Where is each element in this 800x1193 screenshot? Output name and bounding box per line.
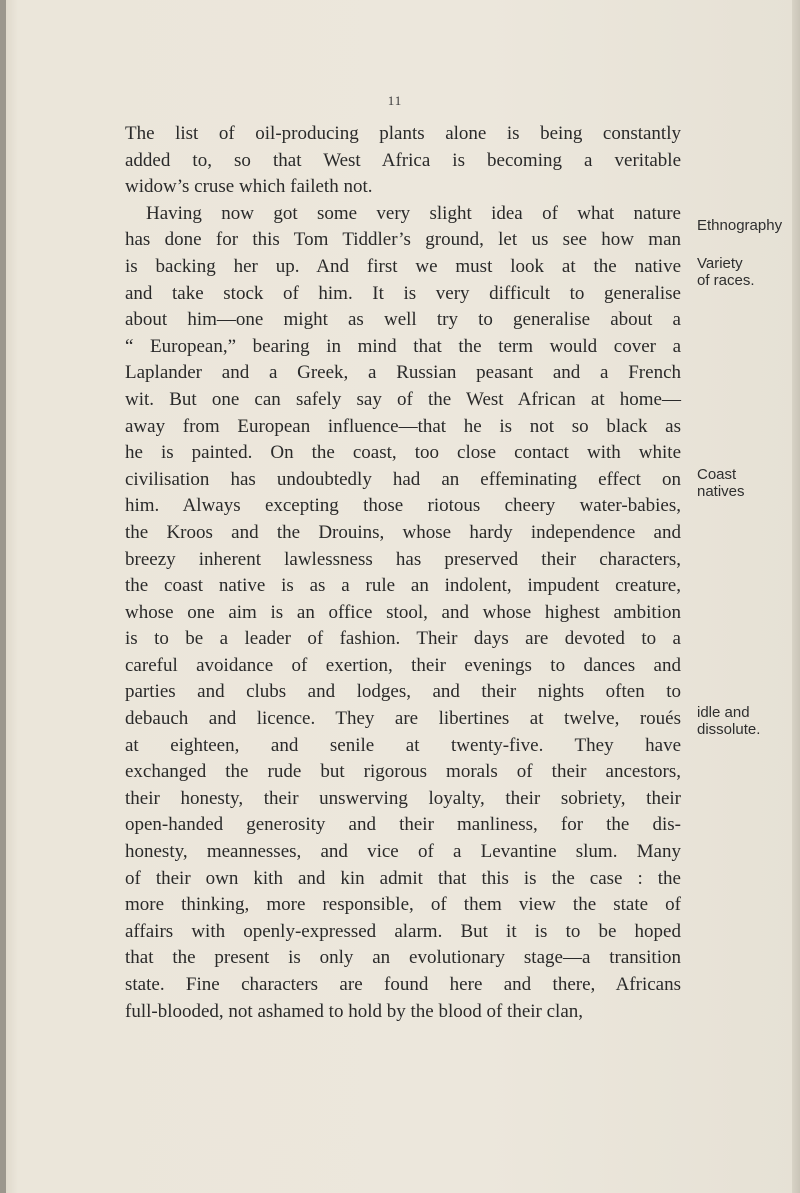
margin-note-variety xyxy=(697,255,755,289)
text-line: him. Always excepting those riotous cheery water-babies, xyxy=(125,495,681,517)
text-line: and take stock of him. It is very difficult to generalise xyxy=(125,282,681,304)
margin-note-coast-natives xyxy=(697,466,745,500)
text-line: “ European,” bearing in mind that the term would cover a xyxy=(125,335,681,357)
page-edge-left xyxy=(0,0,6,1193)
text-line: the Kroos and the Drouins, whose hardy independence and xyxy=(125,521,681,543)
text-line: The list of oil-producing plants alone is being constantly xyxy=(125,123,681,144)
margin-note-line: dissolute. xyxy=(697,721,761,738)
text-line: careful avoidance of exertion, their evenings to dances and xyxy=(125,654,681,676)
text-line: about him—one might as well try to generalise about a xyxy=(125,309,681,331)
text-line: exchanged the rude but rigorous morals of their ancestors, xyxy=(125,761,681,783)
body-text xyxy=(125,121,681,1025)
text-line: state. Fine characters are found here and there, Africans xyxy=(125,974,681,995)
text-line: breezy inherent lawlessness has preserved their characters, xyxy=(125,548,681,570)
text-line: debauch and licence. They are libertines at twelve, roués xyxy=(125,708,681,730)
margin-note-line: of races. xyxy=(697,272,755,289)
text-line: open-handed generosity and their manliness, for the dis- xyxy=(125,814,681,836)
margin-note-line: idle and xyxy=(697,704,750,721)
page-edge-right xyxy=(792,0,800,1193)
text-line: wit. But one can safely say of the West African at home— xyxy=(125,388,681,410)
text-line: that the present is only an evolutionary stage—a transition xyxy=(125,947,681,969)
text-line: Having now got some very slight idea of what nature xyxy=(146,202,681,224)
text-line: is backing her up. And first we must look at the native xyxy=(125,255,681,277)
margin-note-idle xyxy=(697,704,760,738)
text-line: at eighteen, and senile at twenty-five. They have xyxy=(125,734,681,756)
text-line: of their own kith and kin admit that this is the case : the xyxy=(125,867,681,889)
text-line: civilisation has undoubtedly had an effeminating effect on xyxy=(125,468,681,490)
margin-note-line: Coast xyxy=(697,466,737,483)
text-line: the coast native is as a rule an indolent, impudent creature, xyxy=(125,575,681,597)
text-line: their honesty, their unswerving loyalty, their sobriety, their xyxy=(125,787,681,809)
text-line: he is painted. On the coast, too close contact with white xyxy=(125,442,681,464)
margin-note-ethnography xyxy=(697,217,782,234)
text-line: more thinking, more responsible, of them view the state of xyxy=(125,894,681,916)
text-line: away from European influence—that he is not so black as xyxy=(125,415,681,437)
margin-note-line: Variety xyxy=(697,255,743,272)
text-line: parties and clubs and lodges, and their nights often to xyxy=(125,681,681,703)
text-line: added to, so that West Africa is becoming a veritable xyxy=(125,149,681,171)
text-line: widow’s cruse which faileth not. xyxy=(125,176,373,198)
margin-note-line: Ethnography xyxy=(697,217,783,234)
text-line: has done for this Tom Tiddler’s ground, let us see how man xyxy=(125,229,681,251)
margin-note-line: natives xyxy=(697,483,745,500)
text-line: honesty, meannesses, and vice of a Levantine slum. Many xyxy=(125,841,681,863)
text-line: is to be a leader of fashion. Their days are devoted to a xyxy=(125,628,681,650)
text-line: full-blooded, not ashamed to hold by the blood of their clan, xyxy=(125,1000,584,1022)
page-number: 11 xyxy=(387,93,403,108)
text-line: affairs with openly-expressed alarm. But it is to be hoped xyxy=(125,920,681,942)
text-line: Laplander and a Greek, a Russian peasant and a French xyxy=(125,362,681,384)
text-line: whose one aim is an office stool, and whose highest ambition xyxy=(125,601,681,623)
